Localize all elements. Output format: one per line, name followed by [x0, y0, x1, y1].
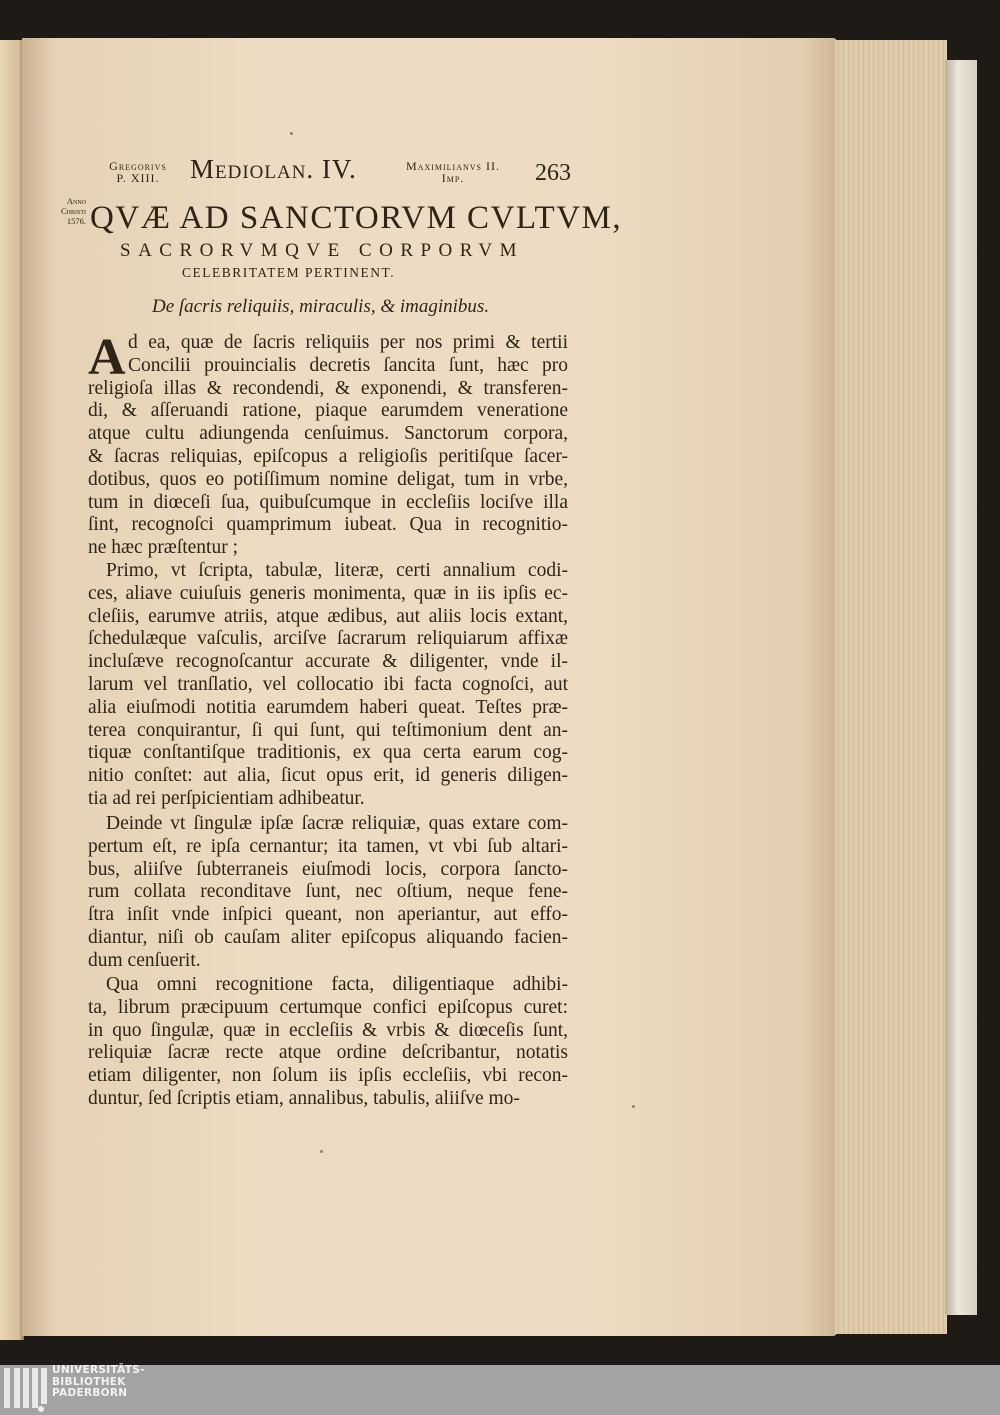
text-line: dotibus, quos eo potiſſimum nomine deligat, tum in vrbe, — [88, 468, 568, 490]
text-line: ces, aliave cuiuſuis generis monimenta, quæ in iis ipſis ec- — [88, 582, 568, 604]
library-footer-bar — [0, 1365, 1000, 1415]
text-line: atque cultu adiungenda cenſuimus. Sanctorum corpora, — [88, 423, 568, 445]
section-title-line3: CELEBRITATEM PERTINENT. — [182, 265, 396, 280]
text-line: Concilii prouincialis decretis ſancita ſunt, hæc pro — [128, 354, 568, 376]
previous-page-edge — [0, 40, 24, 1340]
running-head-emperor-title: Imp. — [441, 171, 465, 185]
paragraph — [88, 974, 568, 1111]
text-line: duntur, ſed ſcriptis etiam, annalibus, tabulis, aliiſve mo- — [88, 1087, 520, 1109]
running-head-right — [378, 160, 528, 184]
running-head-left — [96, 160, 180, 184]
text-line: & ſacras reliquias, epiſcopus a religioſis peritiſque ſacer- — [88, 445, 568, 467]
page-number: 263 — [535, 160, 571, 186]
margin-note-line: 1576. — [66, 216, 86, 226]
text-line: Deinde vt ſingulæ ipſæ ſacræ reliquiæ, quas extare com- — [106, 813, 568, 834]
text-line: cleſiis, earumve atriis, atque ædibus, aut aliis locis extant, — [88, 605, 568, 627]
margin-note-line: Anno — [66, 196, 86, 206]
section-title-line2: SACRORVMQVE CORPORVM — [120, 240, 525, 261]
text-line: ſchedulæque vaſculis, arciſve ſacrarum reliquiarum affixæ — [88, 628, 568, 650]
text-line: bus, aliiſve ſubterraneis eiuſmodi locis, corpora ſancto- — [88, 858, 568, 880]
text-line: in quo ſingulæ, quæ in eccleſiis & vrbis & diœceſis ſunt, — [88, 1019, 568, 1041]
logo-line: UNIVERSITÄTS- — [52, 1364, 145, 1376]
text-line: religioſa illas & recondendi, & exponendi, & transferen- — [88, 377, 568, 399]
library-logo-text — [52, 1365, 145, 1400]
text-line: d ea, quæ de ſacris reliquiis per nos primi & tertii — [128, 332, 568, 353]
logo-line: BIBLIOTHEK — [52, 1375, 126, 1388]
text-line: di, & aſſeruandi ratione, piaque earumdem veneratione — [88, 400, 568, 422]
text-line: tum in diœceſi ſua, quibuſcumque in eccleſiis lociſve illa — [88, 491, 568, 513]
text-line: ne hæc præſtentur ; — [88, 537, 239, 559]
text-line: alia eiuſmodi notitia earumdem haberi queat. Teſtes præ- — [88, 696, 568, 718]
margin-note-year — [44, 196, 86, 226]
text-line: etiam diligenter, non ſolum iis ipſis eccleſiis, vbi recon- — [88, 1065, 568, 1087]
text-line: diantur, niſi ob cauſam aliter epiſcopus aliquando facien- — [88, 926, 568, 948]
paper-speck — [632, 1105, 635, 1108]
text-line: ta, librum præcipuum certumque confici epiſcopus curet: — [88, 996, 568, 1018]
text-line: dum cenſuerit. — [88, 949, 201, 971]
running-head-center: Mediolan. IV. — [190, 154, 357, 184]
section-subtitle: De ſacris reliquiis, miraculis, & imaginibus. — [152, 296, 490, 317]
text-line: tia ad rei perſpicientiam adhibeatur. — [88, 787, 365, 809]
section-title: QVÆ AD SANCTORVM CVLTVM, — [90, 200, 623, 236]
drop-cap: A — [88, 329, 126, 386]
running-head-pope: Gregorivs — [109, 159, 167, 173]
paragraph — [88, 813, 568, 973]
text-line: terea conquirantur, ſi qui ſunt, qui teſtimonium dent an- — [88, 719, 568, 741]
book-cover-edge — [945, 60, 977, 1315]
margin-note-line: Christi — [60, 206, 86, 216]
text-line: Qua omni recognitione facta, diligentiaque adhibi- — [106, 974, 568, 995]
text-line: larum vel tranſlatio, vel collocatio ibi facta cognoſci, aut — [88, 673, 568, 695]
text-line: ſtra inſit vnde inſpici queant, non aperiantur, aut effo- — [88, 904, 568, 926]
paper-speck — [290, 132, 293, 135]
book-block-edge — [835, 40, 947, 1334]
logo-line: PADERBORN — [52, 1387, 128, 1399]
running-head-emperor: Maximilianvs II. — [406, 159, 500, 173]
text-line: incluſæve recognoſcantur accurate & diligenter, vnde il- — [88, 651, 568, 673]
text-line: rum collata reconditave ſunt, nec oſtium, neque fene- — [88, 881, 568, 903]
library-logo-dot-icon — [38, 1406, 44, 1412]
text-line: nitio conſtet: aut alia, ſicut opus erit, id generis diligen- — [88, 765, 568, 787]
text-line: ſint, recognoſci quamprimum iubeat. Qua in recognitio- — [88, 514, 568, 536]
text-line: pertum eſt, re ipſa cernantur; ita tamen, vt vbi ſub altari- — [88, 835, 568, 857]
running-head-pope-number: P. XIII. — [116, 171, 160, 185]
paper-speck — [320, 1150, 323, 1153]
paragraph — [88, 329, 568, 560]
text-line: reliquiæ ſacræ recte atque ordine deſcribantur, notatis — [88, 1042, 568, 1064]
text-line: tiquæ conſtantiſque traditionis, ex qua certa earum cog- — [88, 742, 568, 764]
text-line: Primo, vt ſcripta, tabulæ, literæ, certi annalium codi- — [106, 560, 568, 581]
paragraph — [88, 560, 568, 811]
